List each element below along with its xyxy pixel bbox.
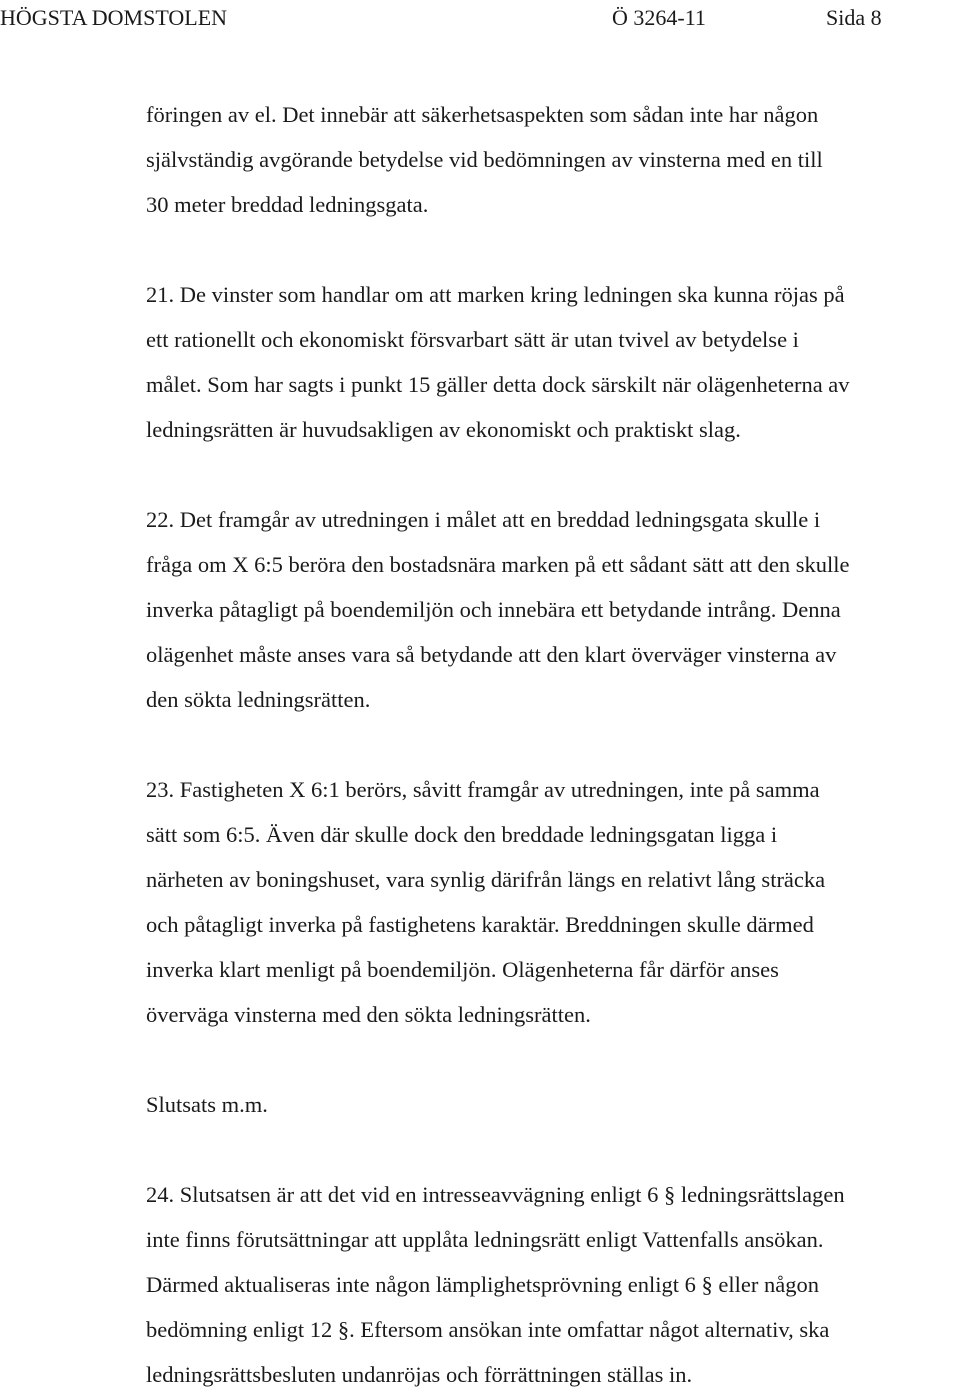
paragraph-21: 21. De vinster som handlar om att marken kring ledningen ska kunna röjas på ett rationellt och ekonomiskt försvarbart sätt är utan tvivel av betydelse i målet. Som har sagts i punkt 15 gäller detta dock särskilt när olägenheterna av ledningsrätten är huvudsakligen av ekonomiskt och praktiskt slag. xyxy=(146,282,850,442)
document-body xyxy=(146,92,960,1397)
page-header xyxy=(0,3,960,33)
page-number: Sida 8 xyxy=(826,5,882,30)
section-heading-slutsats: Slutsats m.m. xyxy=(146,1092,268,1117)
paragraph-continuation: föringen av el. Det innebär att säkerhetsaspekten som sådan inte har någon självständig avgörande betydelse vid bedömningen av vinsterna med en till 30 meter breddad ledningsgata. xyxy=(146,102,823,217)
paragraph-22: 22. Det framgår av utredningen i målet att en breddad ledningsgata skulle i fråga om X 6:5 beröra den bostadsnära marken på ett sådant sätt att den skulle inverka påtagligt på boendemiljön och innebära ett betydande intrång. Denna olägenhet måste anses vara så betydande att den klart överväger vinsterna av den sökta ledningsrätten. xyxy=(146,507,850,712)
case-number: Ö 3264-11 xyxy=(612,5,706,30)
court-name: HÖGSTA DOMSTOLEN xyxy=(0,5,228,30)
paragraph-24: 24. Slutsatsen är att det vid en intresseavvägning enligt 6 § ledningsrättslagen inte finns förutsättningar att upplåta ledningsrätt enligt Vattenfalls ansökan. Därmed aktualiseras inte någon lämplighetsprövning enligt 6 § eller någon bedömning enligt 12 §. Eftersom ansökan inte omfattar något alternativ, ska ledningsrättsbesluten undanröjas och förrättningen ställas in. xyxy=(146,1182,845,1387)
paragraph-23: 23. Fastigheten X 6:1 berörs, såvitt framgår av utredningen, inte på samma sätt som 6:5. Även där skulle dock den breddade ledningsgatan ligga i närheten av boningshuset, vara synlig därifrån längs en relativt lång sträcka och påtagligt inverka på fastighetens karaktär. Breddningen skulle därmed inverka klart menligt på boendemiljön. Olägenheterna får därför anses överväga vinsterna med den sökta ledningsrätten. xyxy=(146,777,826,1027)
